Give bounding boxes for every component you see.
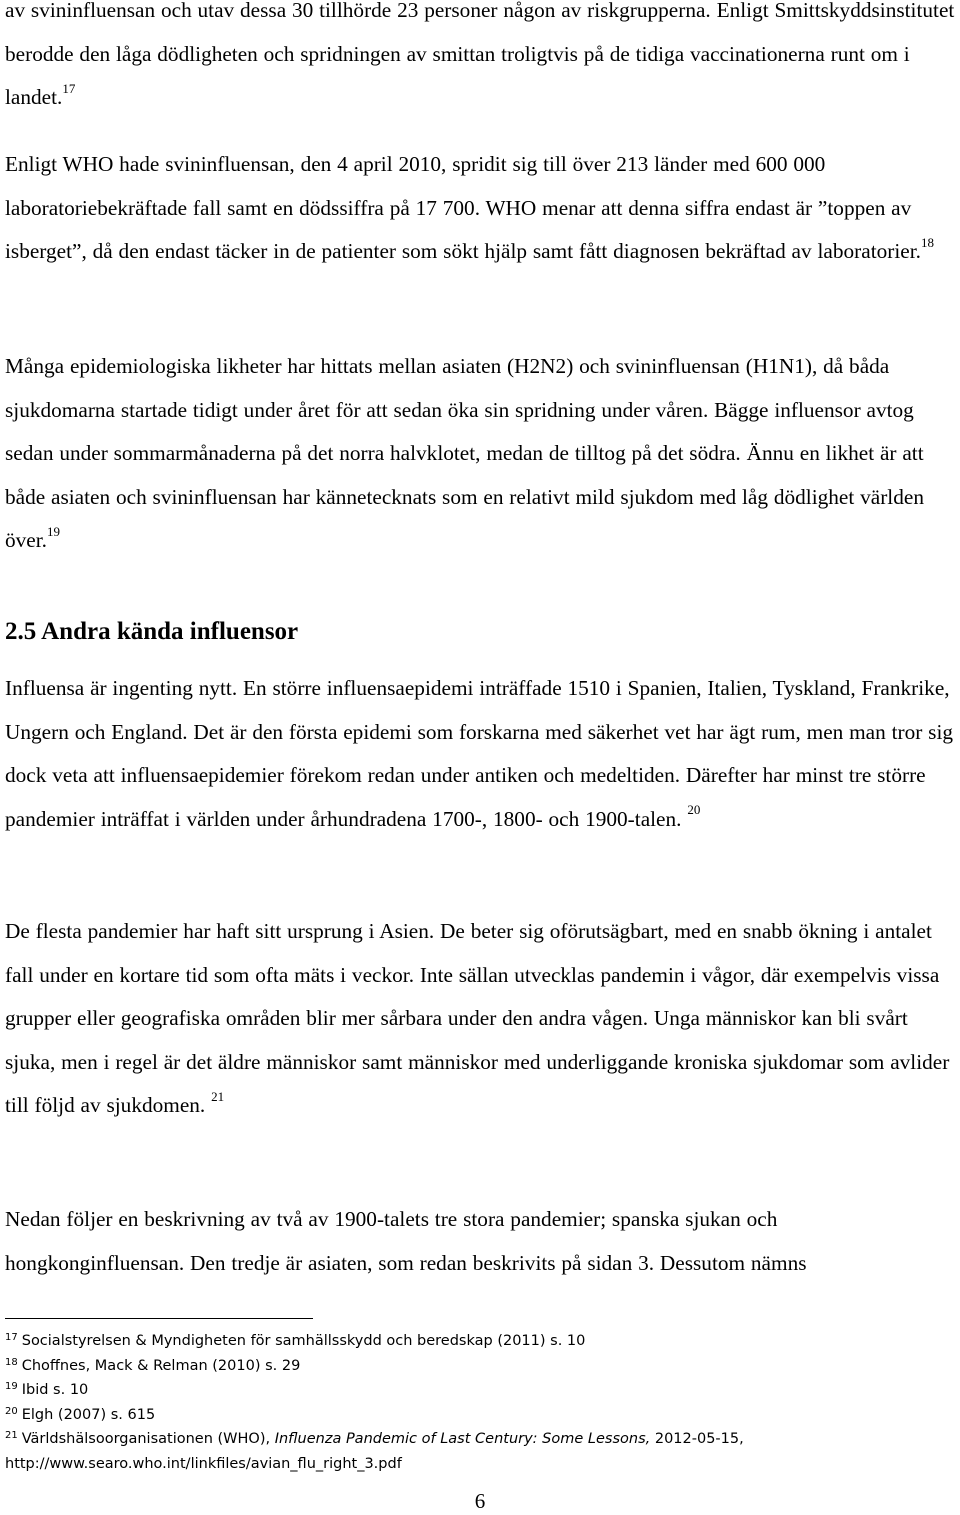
- footnote-number: 18: [5, 1356, 18, 1368]
- footnote-text: Choffnes, Mack & Relman (2010) s. 29: [21, 1357, 301, 1374]
- paragraph-text: Många epidemiologiska likheter har hittats mellan asiaten (H2N2) och svininfluensan (H1N1), då båda sjukdomarna startade tidigt under året för att sedan öka sin spridning under våren. Bägge influensor avtog sedan under sommarmånaderna på det norra halvklotet, medan de tilltog på det södra. Ännu en likhet är att både asiaten och svininfluensan har kännetecknats som en relativt mild sjukdom med låg dödlighet världen över.: [5, 354, 924, 552]
- footnote-text: Ibid s. 10: [21, 1382, 89, 1398]
- footnote-ref-17[interactable]: 17: [62, 80, 76, 96]
- paragraph-pandemic-overview: [5, 1198, 957, 1285]
- footnote-number: 19: [5, 1381, 18, 1392]
- footnote-text: Elgh (2007) s. 615: [21, 1406, 156, 1423]
- footnote-separator: [5, 1318, 313, 1319]
- footnote-text: Socialstyrelsen & Myndigheten för samhällsskydd och beredskap (2011) s. 10: [21, 1333, 586, 1349]
- footnote-date: 2012-05-15,: [650, 1431, 744, 1447]
- paragraph-swine-flu-sweden: [5, 0, 957, 120]
- footnote-21-url: [5, 1453, 955, 1477]
- footnote-21: [5, 1428, 955, 1453]
- paragraph-text: Influensa är ingenting nytt. En större influensaepidemi inträffade 1510 i Spanien, Italien, Tyskland, Frankrike, Ungern och England. Det är den första epidemi som forskarna med säkerhet vet har ägt rum, men man tror sig dock veta att influensaepidemier förekom redan under antiken och medeltiden. Därefter har minst tre större pandemier inträffat i världen under århundradena 1700-, 1800- och 1900-talen.: [5, 676, 954, 831]
- footnote-number: 21: [5, 1430, 18, 1441]
- footnotes: [5, 1330, 955, 1476]
- section-heading: 2.5 Andra kända influensor: [5, 618, 299, 645]
- footnote-18: [5, 1355, 955, 1380]
- page-number: 6: [474, 1489, 486, 1513]
- footnote-20: [5, 1404, 955, 1429]
- footnote-number: 17: [5, 1332, 18, 1343]
- footnote-link[interactable]: http://www.searo.who.int/linkfiles/avian_flu_right_3.pdf: [5, 1455, 402, 1472]
- footnote-text: Världshälsoorganisationen (WHO),: [21, 1431, 275, 1447]
- footnote-19: [5, 1379, 955, 1404]
- footnote-ref-18[interactable]: 18: [920, 234, 934, 250]
- paragraph-pandemic-origins: [5, 910, 957, 1128]
- paragraph-who-statistics: [5, 143, 957, 274]
- paragraph-text: Nedan följer en beskrivning av två av 1900-talets tre stora pandemier; spanska sjukan och hongkonginfluensan. Den tredje är asiaten, som redan beskrivits på sidan 3. Dessutom nämns: [5, 1207, 807, 1275]
- paragraph-epidemiological-similarities: [5, 345, 957, 563]
- paragraph-text: av svininfluensan och utav dessa 30 tillhörde 23 personer någon av riskgrupperna. Enligt Smittskyddsinstitutet berodde den låga dödligheten och spridningen av smittan troligtvis på de tidiga vaccinationerna runt om i landet.: [5, 0, 955, 109]
- footnote-title: Influenza Pandemic of Last Century: Some Lessons,: [274, 1431, 651, 1447]
- footnote-number: 20: [5, 1405, 18, 1417]
- paragraph-text: De flesta pandemier har haft sitt ursprung i Asien. De beter sig oförutsägbart, med en snabb ökning i antalet fall under en kortare tid som ofta mäts i veckor. Inte sällan utvecklas pandemin i vågor, där exempelvis vissa grupper eller geografiska områden blir mer sårbara under den andra vågen. Unga människor kan bli svårt sjuka, men i regel är det äldre människor samt människor med underliggande kroniska sjukdomar som avlider till följd av sjukdomen.: [5, 919, 950, 1117]
- footnote-ref-21[interactable]: 21: [211, 1088, 225, 1104]
- footnote-ref-20[interactable]: 20: [687, 802, 701, 818]
- footnote-ref-19[interactable]: 19: [47, 523, 60, 539]
- footnote-17: [5, 1330, 955, 1355]
- paragraph-influenza-history: [5, 667, 957, 841]
- paragraph-text: Enligt WHO hade svininfluensan, den 4 april 2010, spridit sig till över 213 länder med 600 000 laboratoriebekräftade fall samt en dödssiffra på 17 700. WHO menar att denna siffra endast är ”toppen av isberget”, då den endast täcker in de patienter som sökt hjälp samt fått diagnosen bekräftad av laboratorier.: [5, 152, 921, 263]
